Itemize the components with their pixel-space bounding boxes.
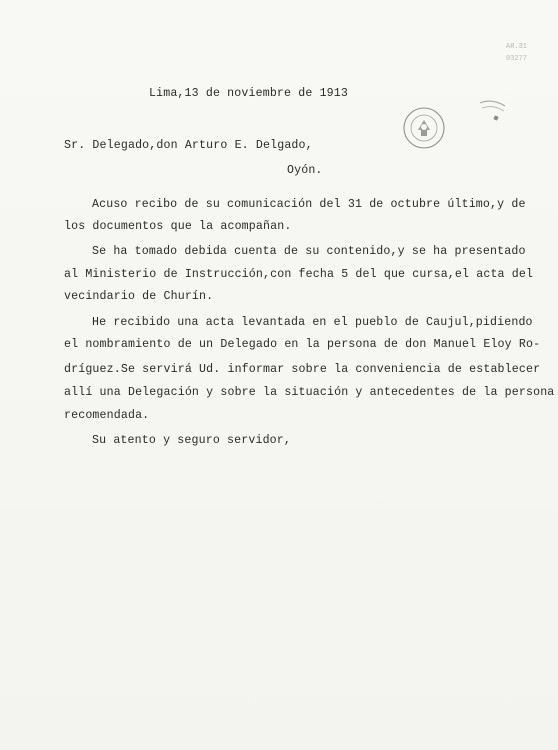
paragraph-3-line-2: el nombramiento de un Delegado en la persona de don Manuel Eloy Ro-	[64, 338, 541, 351]
paragraph-2-line-3: vecindario de Churín.	[64, 290, 214, 303]
archive-stamp-mark	[478, 98, 508, 128]
paragraph-1-line-2: los documentos que la acompañan.	[64, 220, 292, 233]
paragraph-2-line-1: Se ha tomado debida cuenta de su contenido,y se ha presentado	[92, 245, 526, 258]
paragraph-1-line-1: Acuso recibo de su comunicación del 31 de octubre último,y de	[92, 198, 526, 211]
closing-line: Su atento y seguro servidor,	[92, 434, 292, 447]
paragraph-2-line-2: al Ministerio de Instrucción,con fecha 5 del que cursa,el acta del	[64, 268, 534, 281]
library-seal-stamp	[402, 106, 446, 150]
addressee-line: Sr. Delegado,don Arturo E. Delgado,	[64, 139, 313, 152]
destination-place: Oyón.	[287, 164, 323, 177]
archive-number-note: 03277	[506, 55, 528, 63]
date-line: Lima,13 de noviembre de 1913	[149, 87, 349, 100]
archive-reference-note: AR.31	[506, 43, 528, 51]
paragraph-3-line-1: He recibido una acta levantada en el pueblo de Caujul,pidiendo	[92, 316, 533, 329]
paragraph-3-line-3: dríguez.Se servirá Ud. informar sobre la conveniencia de establecer	[64, 363, 541, 376]
paragraph-3-line-4: allí una Delegación y sobre la situación y antecedentes de la persona	[64, 386, 555, 399]
paragraph-3-line-5: recomendada.	[64, 409, 150, 422]
